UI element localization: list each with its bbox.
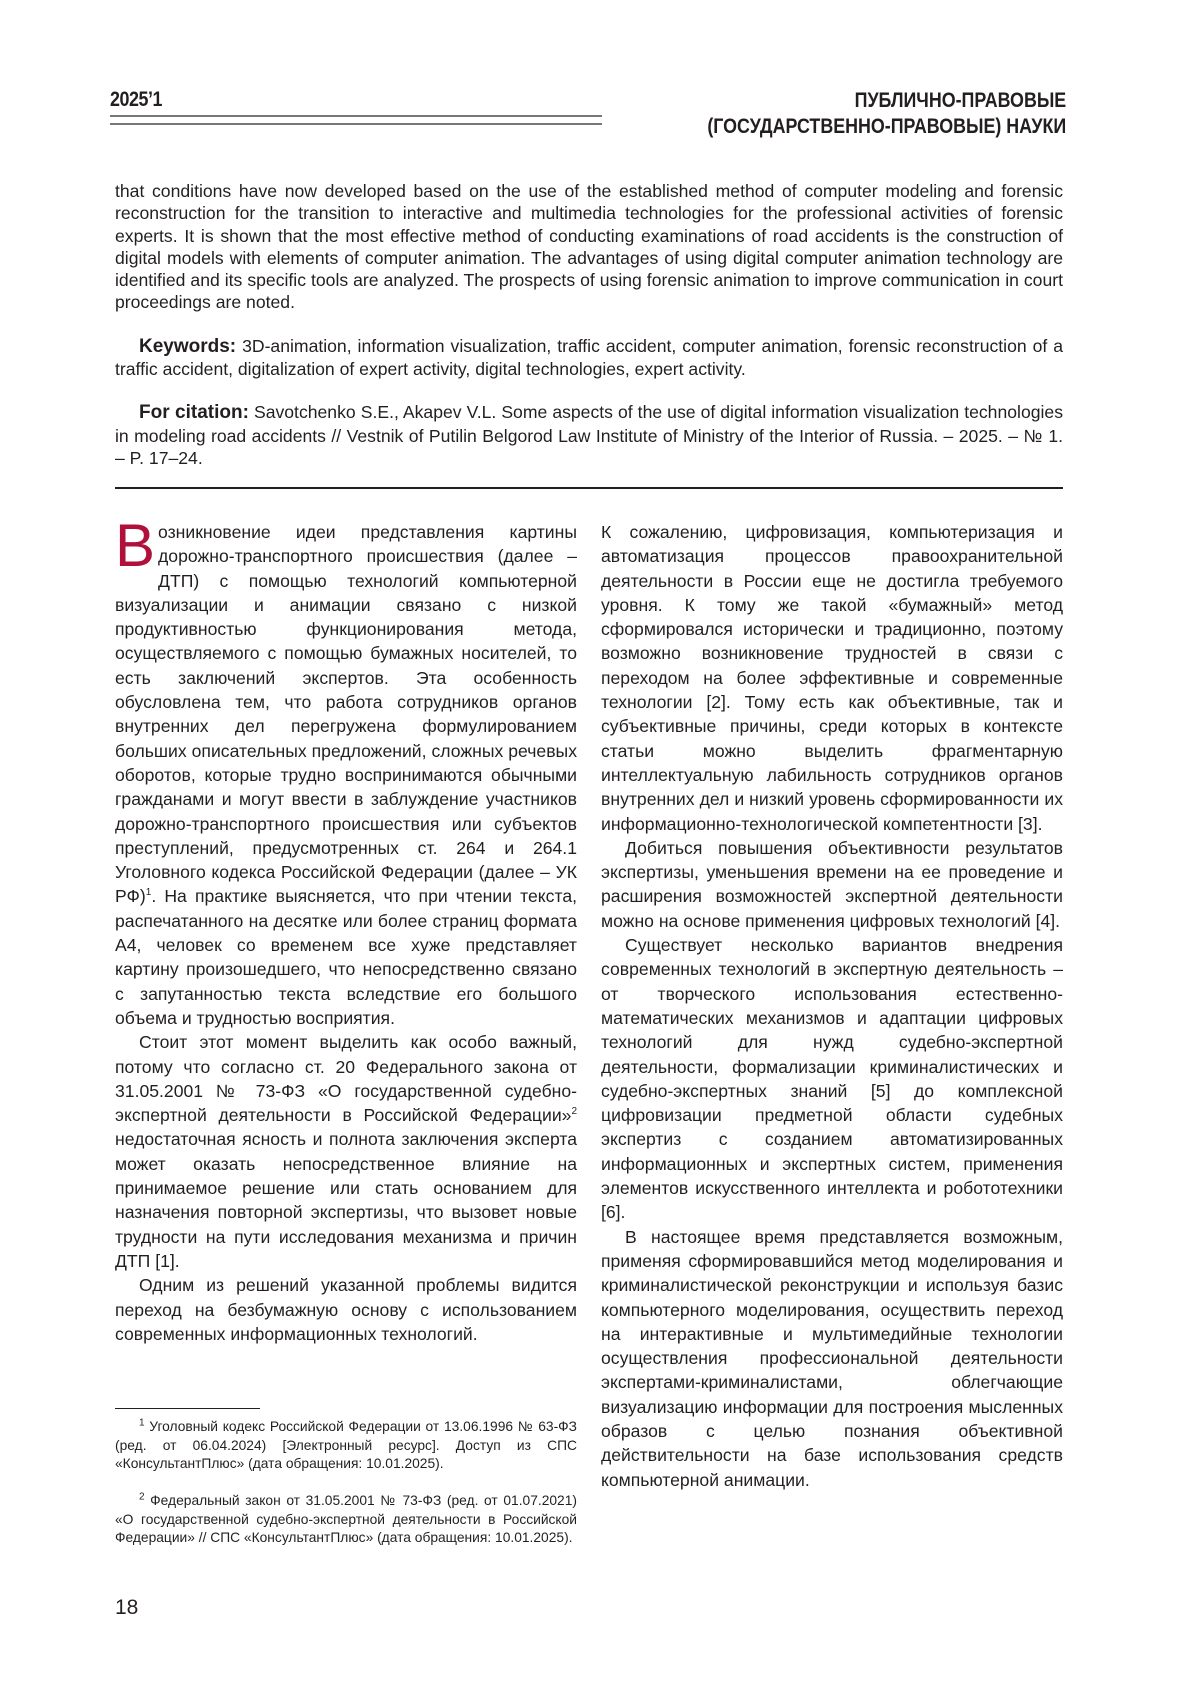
issue-number: 2025’1 [110, 88, 162, 112]
paragraph [115, 520, 577, 1030]
section-title-line1: ПУБЛИЧНО-ПРАВОВЫЕ [707, 88, 1066, 114]
abstract-text: that conditions have now developed based on the use of the established method of computer modeling and forensic reconstruction for the transition to interactive and multimedia technologies for the professional activities of forensic experts. It is shown that the most effective method of conducting examinations of road accidents is the construction of digital models with elements of computer animation. The advantages of using digital computer animation technology are identified and its specific tools are analyzed. The prospects of using forensic animation to improve communication in court proceedings are noted. [115, 180, 1063, 314]
section-title [707, 88, 1066, 140]
footnote-text: Федеральный закон от 31.05.2001 № 73-ФЗ (ред. от 01.07.2021) «О государственной судебно-экспертной деятельности в Российской Федерации» // СПС «КонсультантПлюс» (дата обращения: 10.01.2025). [115, 1493, 577, 1545]
paragraph-text: . На практике выясняется, что при чтении текста, распечатанного на десятке или более страниц формата А4, человек со временем все хуже представляет картину произошедшего, что непосредственно связано с запутанностью текста вследствие его большого объема и трудностью восприятия. [115, 886, 577, 1027]
abstract [115, 180, 1063, 490]
section-divider [115, 487, 1063, 489]
paragraph-text: озникновение идеи представления картины дорожно-транспортного происшествия (далее – ДТП) с помощью технологий компьютерной визуализации и анимации связано с низкой продуктивностью функционирования метода, осуществляемого с помощью бумажных носителей, то есть заключений экспертов. Эта особенность обусловлена тем, что работа сотрудников органов внутренних дел перегружена формулированием больших описательных предложений, сложных речевых оборотов, которые трудно воспринимаются обычными гражданами и могут ввести в заблуждение участников дорожно-транспортного происшествия или субъектов преступлений, предусмотренных ст. 264 и 264.1 Уголовного кодекса Российской Федерации (далее – УК РФ) [115, 522, 577, 906]
citation [115, 401, 1063, 469]
footnote [115, 1492, 577, 1548]
keywords-label: Keywords: [139, 336, 236, 357]
keywords-text: 3D-animation, information visualization, traffic accident, computer animation, forensic reconstruction of a traffic accident, digitalization of expert activity, digital technologies, expert activity. [115, 336, 1063, 379]
citation-label: For citation: [139, 402, 249, 423]
footnote-rule [115, 1408, 260, 1409]
footnote [115, 1418, 577, 1474]
footnote-ref: 2 [571, 1106, 577, 1117]
paragraph [115, 1030, 577, 1273]
paragraph-text: недостаточная ясность и полнота заключения эксперта может оказать непосредственное влияние на принимаемое решение или стать основанием для назначения повторной экспертизы, что вызовет новые трудности на пути исследования механизма и причин ДТП [1]. [115, 1129, 577, 1270]
paragraph: Одним из решений указанной проблемы видится переход на безбумажную основу с использованием современных информационных технологий. [115, 1273, 577, 1346]
left-column [115, 520, 577, 1346]
section-title-line2: (ГОСУДАРСТВЕННО-ПРАВОВЫЕ) НАУКИ [707, 114, 1066, 140]
keywords [115, 335, 1063, 381]
right-column [601, 520, 1063, 1492]
drop-cap: В [115, 522, 155, 570]
header-rule [110, 115, 602, 125]
paragraph: В настоящее время представляется возможным, применяя сформировавшийся метод моделирования и криминалистической реконструкции и используя базис компьютерного моделирования, осуществить переход на интерактивные и мультимедийные технологии осуществления профессиональной деятельности экспертами-криминалистами, облегчающие визуализацию информации для построения мысленных образов с целью познания объективной действительности на базе использования средств компьютерной анимации. [601, 1225, 1063, 1492]
footnote-ref: 1 [146, 888, 152, 899]
paragraph: К сожалению, цифровизация, компьютеризация и автоматизация процессов правоохранительной деятельности в России еще не достигла требуемого уровня. К тому же такой «бумажный» метод сформировался исторически и традиционно, поэтому возможно возникновение трудностей в связи с переходом на более эффективные и современные технологии [2]. Тому есть как объективные, так и субъективные причины, среди которых в контексте статьи можно выделить фрагментарную интеллектуальную лабильность сотрудников органов внутренних дел и низкий уровень сформированности их информационно-технологической компетентности [3]. [601, 520, 1063, 836]
footnote-number: 1 [139, 1417, 145, 1428]
citation-text: Savotchenko S.E., Akapev V.L. Some aspects of the use of digital information visualization technologies in modeling road accidents // Vestnik of Putilin Belgorod Law Institute of Ministry of the Interior of Russia. – 2025. – № 1. – P. 17–24. [115, 402, 1063, 468]
paragraph-text: Стоит этот момент выделить как особо важный, потому что согласно ст. 20 Федерального закона от 31.05.2001 № 73-ФЗ «О государственной судебно-экспертной деятельности в Российской Федерации» [115, 1032, 577, 1125]
footnote-text: Уголовный кодекс Российской Федерации от 13.06.1996 № 63-ФЗ (ред. от 06.04.2024) [Электронный ресурс]. Доступ из СПС «КонсультантПлюс» (дата обращения: 10.01.2025). [115, 1419, 577, 1471]
paragraph: Добиться повышения объективности результатов экспертизы, уменьшения времени на ее проведение и расширения возможностей экспертной деятельности можно на основе применения цифровых технологий [4]. [601, 836, 1063, 933]
footnote-number: 2 [139, 1491, 145, 1502]
page-number: 18 [115, 1596, 138, 1620]
paragraph: Существует несколько вариантов внедрения современных технологий в экспертную деятельность – от творческого использования естественно-математических механизмов и адаптации цифровых технологий для нужд судебно-экспертной деятельности, формализации криминалистических и судебно-экспертных знаний [5] до комплексной цифровизации предметной области судебных экспертиз с созданием автоматизированных информационных и экспертных систем, применения элементов искусственного интеллекта и робототехники [6]. [601, 933, 1063, 1225]
page [0, 0, 1200, 1697]
